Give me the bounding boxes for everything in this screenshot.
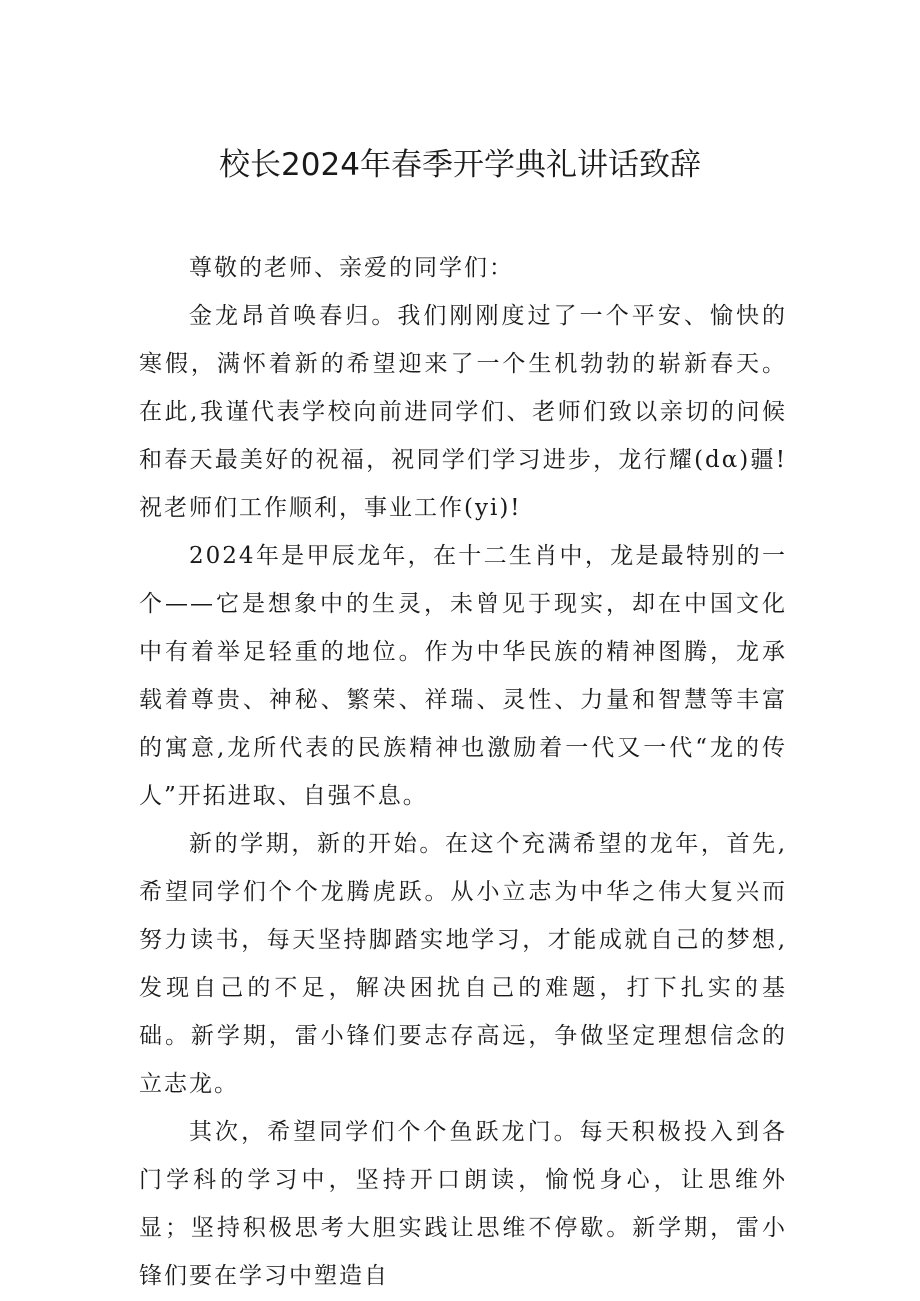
paragraph-4: 其次，希望同学们个个鱼跃龙门。每天积极投入到各门学科的学习中，坚持开口朗读，愉悦身心，让思维外显；坚持积极思考大胆实践让思维不停歇。新学期，雷小锋们要在学习中塑造自 — [139, 1119, 787, 1289]
paragraph-2: 2024年是甲辰龙年，在十二生肖中，龙是最特别的一个——它是想象中的生灵，未曾见于现实，却在中国文化中有着举足轻重的地位。作为中华民族的精神图腾，龙承载着尊贵、神秘、繁荣、祥瑞、灵性、力量和智慧等丰富的寓意,龙所代表的民族精神也激励着一代又一代“龙的传人”开拓进取、自强不息。 — [139, 543, 787, 809]
paragraph-1: 金龙昂首唤春归。我们刚刚度过了一个平安、愉快的寒假，满怀着新的希望迎来了一个生机勃勃的崭新春天。在此,我谨代表学校向前进同学们、老师们致以亲切的问候和春天最美好的祝福，祝同学们学习进步，龙行耀(dα)疆!祝老师们工作顺利，事业工作(yi)! — [139, 303, 787, 521]
document-body — [139, 244, 787, 1300]
greeting-line: 尊敬的老师、亲爱的同学们： — [189, 255, 514, 281]
paragraph-3: 新的学期，新的开始。在这个充满希望的龙年，首先,希望同学们个个龙腾虎跃。从小立志为中华之伟大复兴而努力读书，每天坚持脚踏实地学习，才能成就自己的梦想,发现自己的不足，解决困扰自己的难题，打下扎实的基础。新学期，雷小锋们要志存高远，争做坚定理想信念的立志龙。 — [139, 831, 787, 1097]
document-title: 校长2024年春季开学典礼讲话致辞 — [219, 147, 701, 183]
